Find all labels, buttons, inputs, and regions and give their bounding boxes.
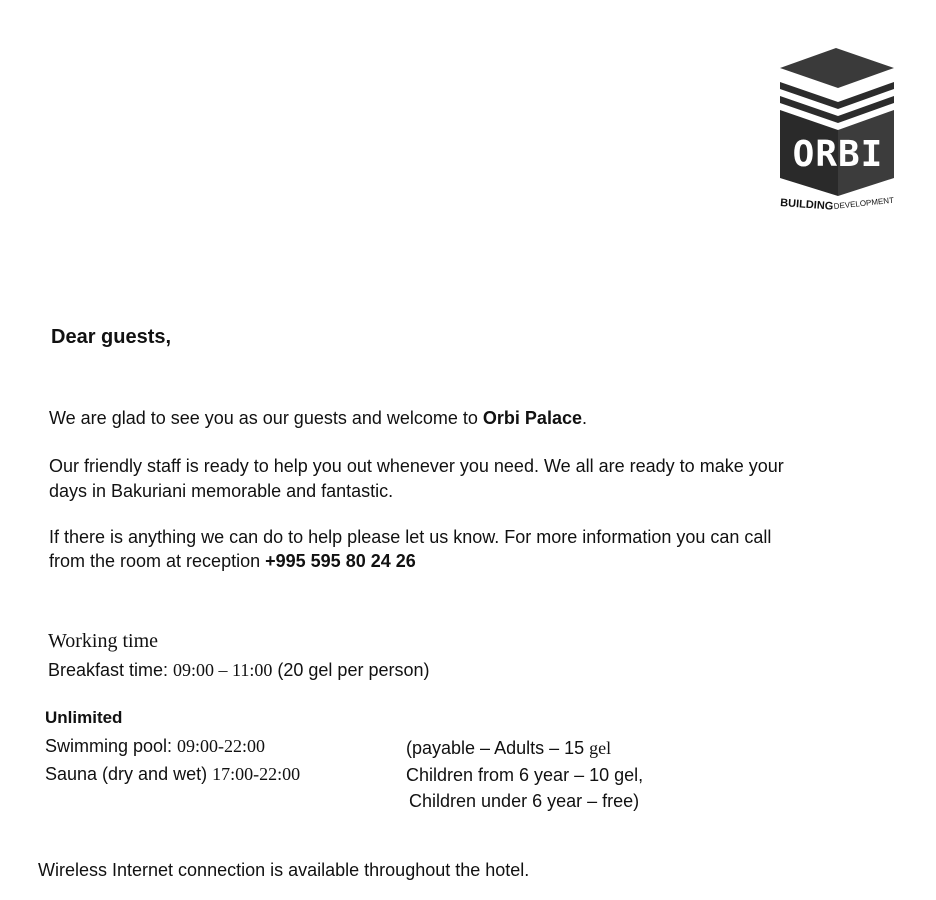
pool-label: Swimming pool: (45, 736, 178, 756)
pricing-line-3: Children under 6 year – free) (409, 791, 640, 811)
pricing-unit: gel (589, 738, 612, 758)
welcome-text: We are glad to see you as our guests and welcome to (49, 408, 483, 428)
pricing-adults: (payable – Adults – 15 (406, 738, 590, 758)
reception-phone: +995 595 80 24 26 (265, 551, 416, 571)
pricing-line-2: Children from 6 year – 10 gel, (406, 765, 644, 785)
welcome-end: . (581, 408, 587, 428)
contact-prefix: from the room at reception (49, 551, 266, 571)
contact-paragraph-line2 (49, 551, 416, 572)
sauna-hours: 17:00-22:00 (212, 764, 301, 784)
breakfast-hours: 09:00 – 11:00 (173, 660, 273, 680)
breakfast-line (48, 660, 429, 681)
sauna-line (45, 764, 300, 785)
pool-hours: 09:00-22:00 (177, 736, 266, 756)
greeting: Dear guests, (51, 326, 172, 348)
working-time-heading: Working time (48, 630, 159, 652)
staff-paragraph-line1: Our friendly staff is ready to help you out whenever you need. We all are ready to make your (49, 456, 784, 476)
breakfast-price: (20 gel per person) (272, 660, 430, 680)
pricing-line-1 (406, 738, 611, 759)
orbi-logo (776, 46, 898, 222)
breakfast-label: Breakfast time: (48, 660, 174, 680)
wifi-notice: Wireless Internet connection is available throughout the hotel. (38, 860, 530, 880)
staff-paragraph-line2: days in Bakuriani memorable and fantastic. (49, 481, 394, 501)
sauna-label: Sauna (dry and wet) (45, 764, 213, 784)
contact-paragraph-line1: If there is anything we can do to help please let us know. For more information you can call (49, 527, 772, 547)
pool-line (45, 736, 265, 757)
hotel-name: Orbi Palace (482, 408, 582, 428)
logo-tagline-right: DEVELOPMENT (833, 195, 895, 211)
logo-wordmark: ORBI (792, 134, 884, 175)
unlimited-heading: Unlimited (45, 708, 123, 727)
welcome-paragraph (49, 408, 587, 429)
logo-tagline-left: BUILDING (779, 197, 834, 213)
